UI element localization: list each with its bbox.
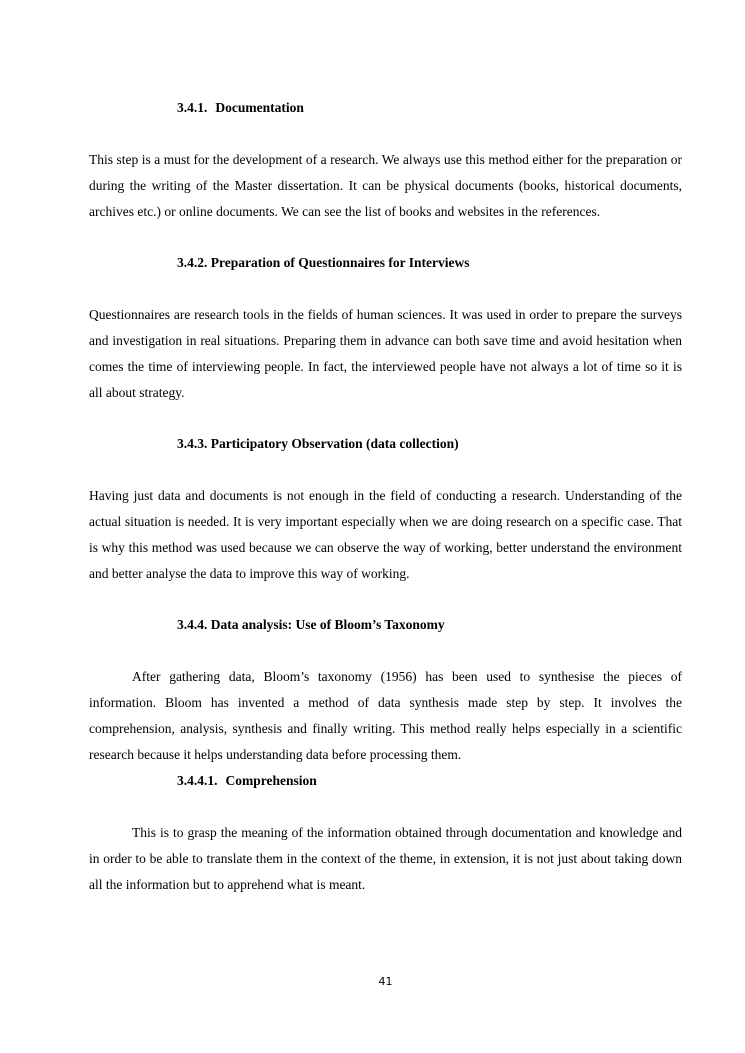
paragraph-questionnaires: Questionnaires are research tools in the fields of human sciences. It was used in order to prepare the surveys and investigation in real situations. Preparing them in advance can both save time and avoid hesitation when comes the time of interviewing people. In fact, the interviewed people have not always a lot of time so it is all about strategy. [89, 307, 682, 400]
section-number: 3.4.1. [177, 100, 208, 115]
section-heading-3-4-2: 3.4.2. Preparation of Questionnaires for Interviews [177, 255, 470, 270]
section-heading-3-4-4-1 [89, 768, 682, 794]
paragraph-documentation: This step is a must for the development of a research. We always use this method either for the preparation or during the writing of the Master dissertation. It can be physical documents (books, historical documents, archives etc.) or online documents. We can see the list of books and websites in the references. [89, 152, 682, 219]
section-heading-3-4-4: 3.4.4. Data analysis: Use of Bloom’s Taxonomy [177, 617, 445, 632]
page-number: 41 [378, 975, 393, 988]
paragraph-observation: Having just data and documents is not enough in the field of conducting a research. Understanding of the actual situation is needed. It is very important especially when we are doing research on a specific case. That is why this method was used because we can observe the way of working, better understand the environment and better analyse the data to improve this way of working. [89, 488, 682, 581]
section-title: Comprehension [225, 773, 317, 788]
section-number: 3.4.4.1. [177, 773, 218, 788]
paragraph-comprehension: This is to grasp the meaning of the information obtained through documentation and knowledge and in order to be able to translate them in the context of the theme, in extension, it is not just about taking down all the information but to apprehend what is meant. [89, 825, 682, 892]
section-heading-3-4-1 [89, 95, 682, 121]
document-page [89, 95, 682, 898]
section-heading-3-4-3: 3.4.3. Participatory Observation (data collection) [177, 436, 459, 451]
section-title: Documentation [215, 100, 304, 115]
paragraph-blooms-taxonomy: After gathering data, Bloom’s taxonomy (1956) has been used to synthesise the pieces of information. Bloom has invented a method of data synthesis made step by step. It involves the comprehension, analysis, synthesis and finally writing. This method really helps especially in a scientific research because it helps understanding data before processing them. [89, 669, 682, 762]
